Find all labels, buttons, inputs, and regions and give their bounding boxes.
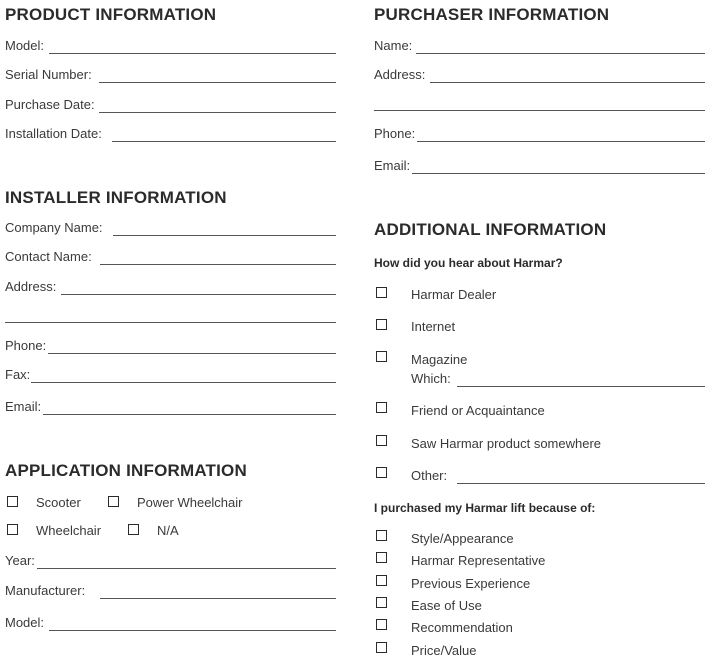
purchaser-address-line-2[interactable] [374, 110, 705, 111]
ease-of-use-label: Ease of Use [411, 598, 482, 613]
manufacturer-label: Manufacturer: [5, 583, 86, 598]
saw-product-checkbox[interactable] [376, 435, 387, 446]
wheelchair-label: Wheelchair [36, 523, 102, 538]
year-field[interactable] [5, 551, 336, 569]
installer-info-heading: INSTALLER INFORMATION [5, 188, 227, 207]
saw-product-label: Saw Harmar product somewhere [411, 436, 602, 451]
friend-checkbox[interactable] [376, 402, 387, 413]
magazine-which-label: Which: [411, 371, 451, 386]
installer-address-label: Address: [5, 279, 57, 294]
company-name-label: Company Name: [5, 220, 103, 235]
installer-email-line[interactable] [43, 414, 336, 415]
purchase-date-label: Purchase Date: [5, 97, 95, 112]
serial-number-line[interactable] [99, 82, 336, 83]
recommendation-label: Recommendation [411, 620, 513, 635]
previous-experience-checkbox[interactable] [376, 575, 387, 586]
price-value-checkbox[interactable] [376, 642, 387, 653]
company-name-field[interactable] [5, 218, 336, 236]
application-model-line[interactable] [49, 630, 336, 631]
other-field[interactable] [411, 466, 705, 484]
contact-name-label: Contact Name: [5, 249, 92, 264]
purchaser-name-label: Name: [374, 38, 413, 53]
purchaser-phone-line[interactable] [417, 141, 705, 142]
manufacturer-field[interactable] [5, 581, 336, 599]
installer-fax-line[interactable] [31, 382, 336, 383]
power-wheelchair-checkbox[interactable] [108, 496, 119, 507]
magazine-label: Magazine [411, 352, 468, 367]
installation-date-line[interactable] [112, 141, 336, 142]
installer-address-line[interactable] [61, 294, 336, 295]
serial-number-field[interactable] [5, 65, 336, 83]
installer-phone-field[interactable] [5, 336, 336, 354]
harmar-dealer-checkbox[interactable] [376, 287, 387, 298]
serial-number-label: Serial Number: [5, 67, 92, 82]
internet-checkbox[interactable] [376, 319, 387, 330]
harmar-representative-label: Harmar Representative [411, 553, 546, 568]
purchaser-phone-label: Phone: [374, 126, 416, 141]
installer-email-label: Email: [5, 399, 42, 414]
reason-question: I purchased my Harmar lift because of: [374, 501, 596, 515]
purchaser-email-line[interactable] [412, 173, 705, 174]
model-line[interactable] [49, 53, 336, 54]
model-field[interactable] [5, 36, 336, 54]
price-value-label: Price/Value [411, 643, 477, 658]
style-appearance-checkbox[interactable] [376, 530, 387, 541]
ease-of-use-checkbox[interactable] [376, 597, 387, 608]
application-info-heading: APPLICATION INFORMATION [5, 461, 247, 480]
magazine-which-field[interactable] [411, 369, 705, 387]
na-checkbox[interactable] [128, 524, 139, 535]
magazine-which-line[interactable] [457, 386, 705, 387]
style-appearance-label: Style/Appearance [411, 531, 514, 546]
harmar-representative-checkbox[interactable] [376, 552, 387, 563]
recommendation-checkbox[interactable] [376, 619, 387, 630]
purchase-date-line[interactable] [99, 112, 336, 113]
year-line[interactable] [37, 568, 336, 569]
purchaser-address-field[interactable] [374, 65, 705, 83]
contact-name-field[interactable] [5, 247, 336, 265]
manufacturer-line[interactable] [100, 598, 336, 599]
installer-email-field[interactable] [5, 397, 336, 415]
harmar-dealer-label: Harmar Dealer [411, 287, 497, 302]
company-name-line[interactable] [113, 235, 336, 236]
model-label: Model: [5, 38, 45, 53]
product-info-heading: PRODUCT INFORMATION [5, 5, 217, 24]
application-model-field[interactable] [5, 613, 336, 631]
purchaser-address-label: Address: [374, 67, 426, 82]
friend-label: Friend or Acquaintance [411, 403, 545, 418]
magazine-checkbox[interactable] [376, 351, 387, 362]
other-line[interactable] [457, 483, 705, 484]
installer-fax-field[interactable] [5, 365, 336, 383]
na-label: N/A [157, 523, 179, 538]
other-label: Other: [411, 468, 448, 483]
installer-phone-label: Phone: [5, 338, 47, 353]
purchaser-info-heading: PURCHASER INFORMATION [374, 5, 610, 24]
purchaser-email-field[interactable] [374, 156, 705, 174]
application-model-label: Model: [5, 615, 45, 630]
purchaser-name-line[interactable] [416, 53, 705, 54]
other-checkbox[interactable] [376, 467, 387, 478]
hear-question: How did you hear about Harmar? [374, 256, 563, 270]
purchase-date-field[interactable] [5, 95, 336, 113]
installer-fax-label: Fax: [5, 367, 31, 382]
scooter-checkbox[interactable] [7, 496, 18, 507]
year-label: Year: [5, 553, 35, 568]
purchaser-phone-field[interactable] [374, 124, 705, 142]
installer-address-line-2[interactable] [5, 322, 336, 323]
installer-phone-line[interactable] [48, 353, 336, 354]
installation-date-field[interactable] [5, 124, 336, 142]
purchaser-email-label: Email: [374, 158, 411, 173]
purchaser-name-field[interactable] [374, 36, 705, 54]
installation-date-label: Installation Date: [5, 126, 102, 141]
scooter-label: Scooter [36, 495, 81, 510]
power-wheelchair-label: Power Wheelchair [137, 495, 243, 510]
purchaser-address-line[interactable] [430, 82, 705, 83]
internet-label: Internet [411, 319, 456, 334]
installer-address-field[interactable] [5, 277, 336, 295]
wheelchair-checkbox[interactable] [7, 524, 18, 535]
additional-info-heading: ADDITIONAL INFORMATION [374, 220, 607, 239]
previous-experience-label: Previous Experience [411, 576, 531, 591]
contact-name-line[interactable] [100, 264, 336, 265]
